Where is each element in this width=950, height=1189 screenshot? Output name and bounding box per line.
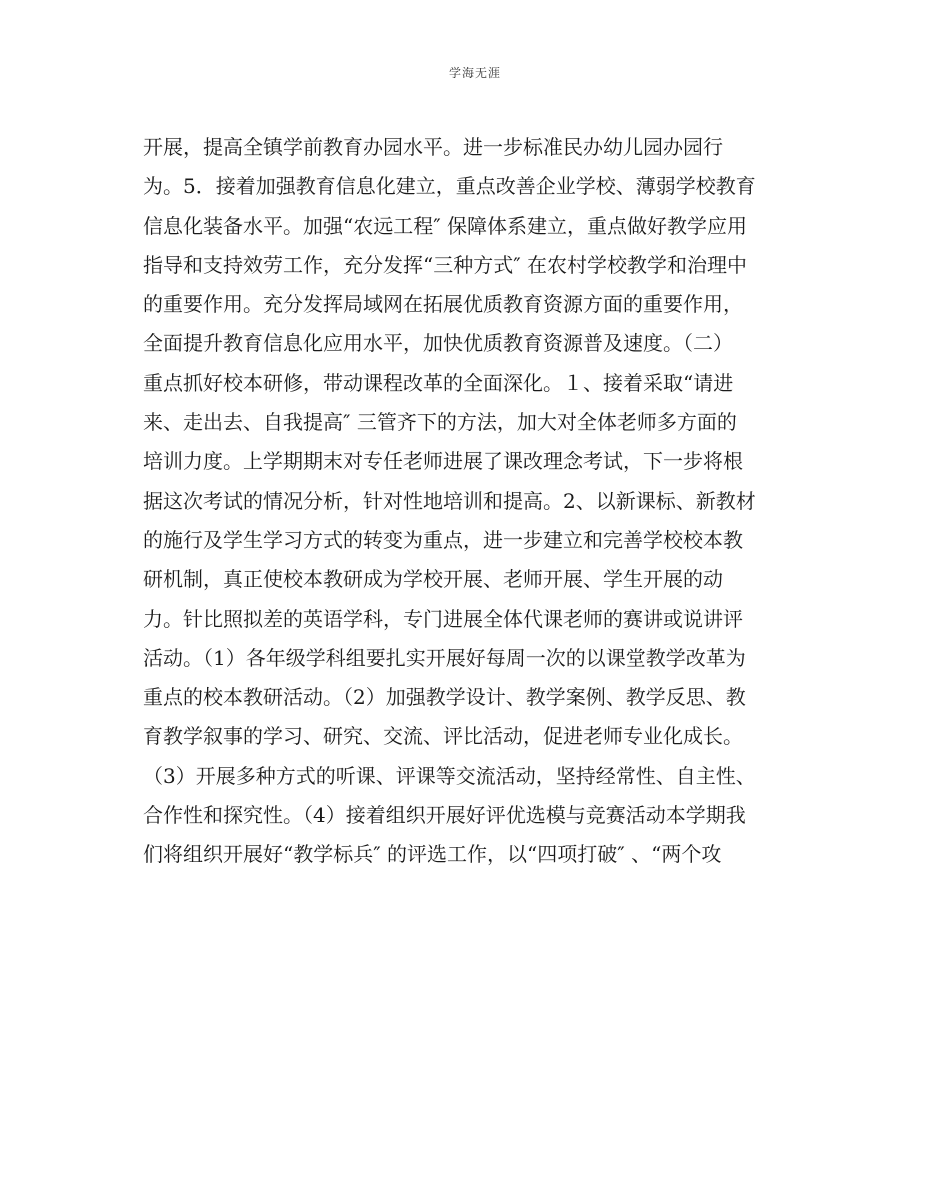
text-line: 的重要作用。充分发挥局域网在拓展优质教育资源方面的重要作用， <box>143 292 743 317</box>
text-line: 培训力度。上学期期末对专任老师进展了课改理念考试，下一步将根 <box>143 449 743 474</box>
text-line: 来、走出去、自我提高″ 三管齐下的方法，加大对全体老师多方面的 <box>143 410 737 435</box>
text-line: 合作性和探究性。（4）接着组织开展好评优选模与竞赛活动本学期我 <box>143 803 746 828</box>
text-line: 的施行及学生学习方式的转变为重点，进一步建立和完善学校校本教 <box>143 527 743 552</box>
text-line: 们将组织开展好“教学标兵″ 的评选工作，以“四项打破″ 、“两个攻 <box>143 842 722 867</box>
page-header: 学海无涯 <box>448 66 501 80</box>
text-line: 指导和支持效劳工作，充分发挥“三种方式″ 在农村学校教学和治理中 <box>143 252 748 277</box>
text-line: 信息化装备水平。加强“农远工程″ 保障体系建立，重点做好教学应用 <box>143 213 748 238</box>
text-line: 为。5．接着加强教育信息化建立，重点改善企业学校、薄弱学校教育 <box>143 174 756 199</box>
text-line: 力。针比照拟差的英语学科，专门进展全体代课老师的赛讲或说讲评 <box>143 606 743 631</box>
text-line: （3）开展多种方式的听课、评课等交流活动，坚持经常性、自主性、 <box>143 763 756 788</box>
text-line: 全面提升教育信息化应用水平，加快优质教育资源普及速度。（二） <box>143 331 733 356</box>
body-text <box>143 128 813 875</box>
text-line: 据这次考试的情况分析，针对性地培训和提高。2、以新课标、新教材 <box>143 488 756 513</box>
text-line: 活动。（1）各年级学科组要扎实开展好每周一次的以课堂教学改革为 <box>143 645 746 670</box>
text-line: 开展，提高全镇学前教育办园水平。进一步标准民办幼儿园办园行 <box>143 135 723 159</box>
text-line: 育教学叙事的学习、研究、交流、评比活动，促进老师专业化成长。 <box>143 724 743 749</box>
text-line: 研机制，真正使校本教研成为学校开展、老师开展、学生开展的动 <box>143 567 723 592</box>
text-line: 重点的校本教研活动。（2）加强教学设计、教学案例、教学反思、教 <box>143 685 746 710</box>
text-line: 重点抓好校本研修，带动课程改革的全面深化。１、接着采取“请进 <box>143 370 734 395</box>
